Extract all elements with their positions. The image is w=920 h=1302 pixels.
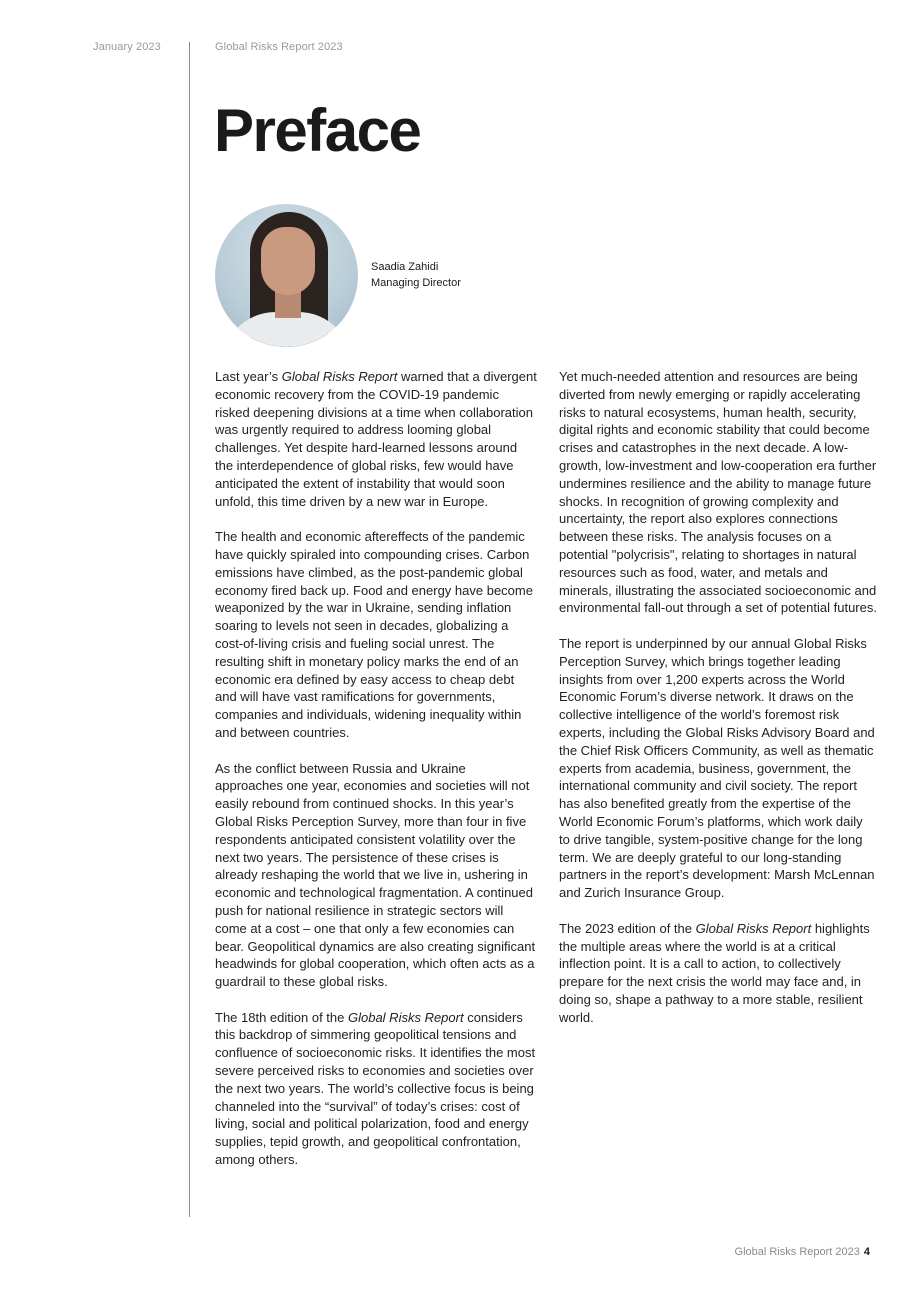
footer [735, 1246, 870, 1258]
page-number: 4 [863, 1246, 870, 1258]
paragraph: As the conflict between Russia and Ukraine approaches one year, economies and societies will not easily rebound from continued shocks. In this year’s Global Risks Perception Survey, more than four in five respondents anticipated consistent volatility over the next two years. The persistence of these crises is already reshaping the world that we live in, ushering in economic and technological fragmentation. A continued push for national resilience in strategic sectors will come at a cost – one that only a few economies can bear. Geopolitical dynamics are also creating significant headwinds for global cooperation, which often acts as a guardrail to these global risks. [215, 760, 536, 990]
author-block [371, 260, 461, 291]
author-name: Saadia Zahidi [371, 261, 439, 273]
left-column [215, 368, 537, 1187]
author-role: Managing Director [371, 276, 461, 289]
right-column [559, 368, 877, 1044]
paragraph: The report is underpinned by our annual Global Risks Perception Survey, which brings together leading insights from over 1,200 experts across the World Economic Forum’s diverse network. It draws on the collective intelligence of the world’s foremost risk experts, including the Global Risks Advisory Board and the Chief Risk Officers Community, as well as thematic experts from academia, business, government, the international community and civil society. The report has also benefited greatly from the expertise of the World Economic Forum’s platforms, which work daily to drive tangible, system-positive change for the long term. We are deeply grateful to our long-standing partners in the report’s development: Marsh McLennan and Zurich Insurance Group. [559, 635, 875, 901]
paragraph: The health and economic aftereffects of the pandemic have quickly spiraled into compounding crises. Carbon emissions have climbed, as the post-pandemic global economy fired back up. Food and energy have become weaponized by the war in Ukraine, sending inflation soaring to levels not seen in decades, globalizing a cost-of-living crisis and fueling social unrest. The resulting shift in monetary policy marks the end of an economic era defined by easy access to cheap debt and will have vast ramifications for governments, companies and individuals, widening inequality within and between countries. [215, 529, 533, 740]
vertical-divider [189, 42, 190, 1217]
paragraph: Last year’s Global Risks Report warned that a divergent economic recovery from the COVID-19 pandemic risked deepening divisions at a time when collaboration was urgently required to address looming global challenges. Yet despite hard-learned lessons around the interdependence of global risks, few would have anticipated the extent of instability that would soon unfold, this time driven by a new war in Europe. [215, 369, 537, 509]
paragraph: Yet much-needed attention and resources are being diverted from newly emerging or rapidly accelerating risks to natural ecosystems, human health, security, digital rights and economic stability that could become crises and catastrophes in the next decade. A low-growth, low-investment and low-cooperation era further undermines resilience and the ability to manage future shocks. In recognition of growing complexity and uncertainty, the report also explores connections between these risks. The analysis focuses on a potential "polycrisis", relating to shortages in natural resources such as food, water, and metals and minerals, illustrating the associated socioeconomic and environmental fall-out through a set of potential futures. [559, 369, 877, 616]
paragraph: The 18th edition of the Global Risks Report considers this backdrop of simmering geopolitical tensions and confluence of socioeconomic risks. It identifies the most severe perceived risks to economies and societies over the next two years. The world’s collective focus is being channeled into the “survival” of today’s crises: cost of living, social and political polarization, food and energy supplies, tepid growth, and geopolitical confrontation, among others. [215, 1009, 536, 1168]
header-date: January 2023 [93, 41, 161, 53]
page-title: Preface [214, 97, 421, 164]
footer-report-title: Global Risks Report 2023 [734, 1246, 860, 1258]
author-portrait [215, 204, 358, 347]
header-report-title: Global Risks Report 2023 [215, 41, 343, 53]
paragraph: The 2023 edition of the Global Risks Report highlights the multiple areas where the world is at a critical inflection point. It is a call to action, to collectively prepare for the next crisis the world may face and, in doing so, shape a pathway to a more stable, resilient world. [559, 920, 870, 1025]
